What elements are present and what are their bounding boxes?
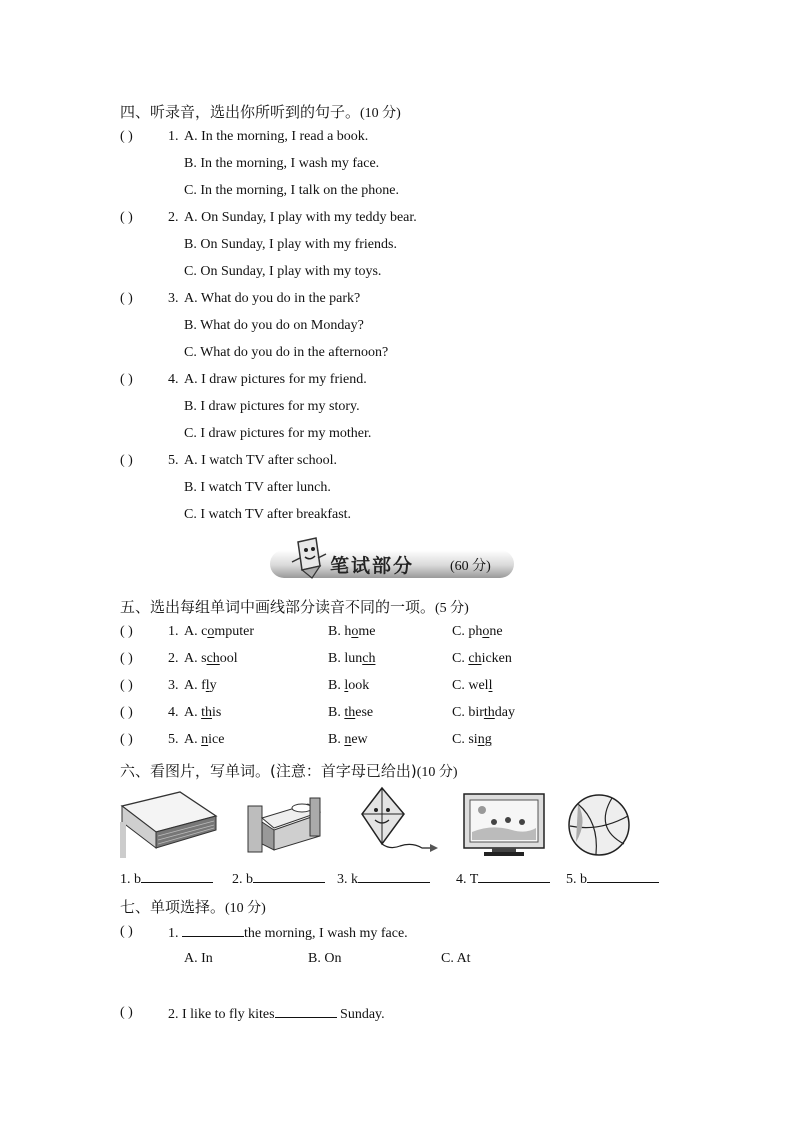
q5-1-option-c-pre: C. ph — [452, 624, 483, 639]
picture-word-5 — [566, 870, 659, 888]
q5-4-option-a-u: th — [201, 705, 213, 720]
q5-5-option-b — [328, 732, 368, 748]
q5-3-option-a-pre: A. f — [184, 678, 206, 693]
q5-3-option-c-u: l — [488, 678, 493, 693]
q4-3-bracket[interactable]: ( ) — [120, 291, 133, 306]
q5-5-option-a — [184, 732, 224, 748]
q7-1-num: 1. — [168, 926, 179, 941]
q7-2-bracket[interactable]: ( ) — [120, 1005, 133, 1020]
q5-4-option-c-pre: C. bir — [452, 705, 484, 720]
q5-1-option-a-pre: A. c — [184, 624, 208, 639]
q5-2-option-b-u: ch — [362, 651, 376, 666]
q4-2-option-c: C. On Sunday, I play with my toys. — [184, 264, 382, 279]
tv-icon — [462, 792, 546, 858]
q5-2-option-a-post: ool — [219, 651, 238, 666]
q5-4-option-a-pre: A. — [184, 705, 202, 720]
q5-4-option-c-post: day — [494, 705, 515, 720]
section4-heading-text: 四、听录音，选出你所听到的句子。 — [120, 103, 361, 121]
q5-2-option-b — [328, 651, 375, 667]
q4-4-option-c: C. I draw pictures for my mother. — [184, 426, 372, 441]
q7-1-option-b: B. On — [308, 951, 342, 966]
q5-1-option-a — [184, 624, 254, 640]
q5-4-option-a-post: is — [212, 705, 222, 720]
picture-word-5-label: 5. b — [566, 872, 587, 887]
q5-4-option-a — [184, 705, 221, 721]
bed-icon — [244, 792, 324, 854]
picture-word-1-label: 1. b — [120, 872, 141, 887]
picture-word-4-blank[interactable] — [478, 870, 550, 883]
q5-4-option-b-post: ese — [355, 705, 374, 720]
pencil-mascot-icon — [286, 536, 330, 580]
q5-5-option-b-u: n — [344, 732, 352, 747]
q4-1-bracket[interactable]: ( ) — [120, 129, 133, 144]
written-part-banner — [270, 536, 514, 580]
q5-2-option-a-u: ch — [206, 651, 220, 666]
q5-5-option-c-u: ng — [477, 732, 492, 747]
section7-heading — [120, 896, 266, 917]
q4-2-num: 2. — [168, 210, 179, 225]
q5-2-bracket[interactable]: ( ) — [120, 651, 133, 666]
q4-3-num: 3. — [168, 291, 179, 306]
q5-1-option-a-post: mputer — [214, 624, 254, 639]
picture-word-2-label: 2. b — [232, 872, 253, 887]
q5-5-option-a-u: n — [201, 732, 209, 747]
q5-1-option-b-post: me — [358, 624, 376, 639]
banner-score: (60 分) — [450, 559, 491, 574]
q5-1-option-c-post: ne — [489, 624, 503, 639]
q5-1-option-b-u: o — [351, 624, 359, 639]
q5-5-option-c-pre: C. si — [452, 732, 478, 747]
kite-icon — [356, 786, 440, 858]
book-icon — [120, 786, 218, 858]
q4-5-option-c: C. I watch TV after breakfast. — [184, 507, 352, 522]
q7-2-num: 2. — [168, 1007, 179, 1022]
q5-1-option-c-u: o — [482, 624, 490, 639]
section4-heading — [120, 101, 401, 122]
q7-1-bracket[interactable]: ( ) — [120, 924, 133, 939]
q5-4-bracket[interactable]: ( ) — [120, 705, 133, 720]
q5-3-option-b-post: ook — [348, 678, 370, 693]
q5-5-option-b-post: ew — [351, 732, 368, 747]
q4-2-option-b: B. On Sunday, I play with my friends. — [184, 237, 397, 252]
q7-2-line — [168, 1005, 385, 1023]
q7-2-pre: I like to fly kites — [182, 1007, 275, 1022]
q5-4-num: 4. — [168, 705, 179, 720]
picture-word-2-blank[interactable] — [253, 870, 325, 883]
q5-3-option-a — [184, 678, 217, 694]
banner-title: 笔试部分 — [330, 555, 415, 577]
picture-word-4 — [456, 870, 550, 888]
q5-5-option-a-post: ice — [208, 732, 225, 747]
q5-5-option-a-pre: A. — [184, 732, 202, 747]
section5-score: (5 分) — [435, 601, 469, 616]
section7-heading-text: 七、单项选择。 — [120, 898, 226, 916]
section6-heading — [120, 760, 458, 781]
q4-5-num: 5. — [168, 453, 179, 468]
ball-icon — [566, 792, 632, 858]
q5-2-option-a-pre: A. s — [184, 651, 207, 666]
q7-2-post: Sunday. — [336, 1007, 385, 1022]
q5-4-option-c-u: th — [483, 705, 495, 720]
q5-4-option-b-u: th — [344, 705, 356, 720]
q5-3-option-b-pre: B. — [328, 678, 345, 693]
picture-word-1 — [120, 870, 213, 888]
q5-5-num: 5. — [168, 732, 179, 747]
q4-1-option-b: B. In the morning, I wash my face. — [184, 156, 380, 171]
picture-word-5-blank[interactable] — [587, 870, 659, 883]
q4-1-option-a: A. In the morning, I read a book. — [184, 129, 369, 144]
q5-5-bracket[interactable]: ( ) — [120, 732, 133, 747]
q5-2-option-c — [452, 651, 512, 667]
q4-5-option-b: B. I watch TV after lunch. — [184, 480, 331, 495]
q4-4-option-a: A. I draw pictures for my friend. — [184, 372, 367, 387]
q5-1-num: 1. — [168, 624, 179, 639]
q5-2-option-c-post: icken — [481, 651, 512, 666]
picture-word-3-blank[interactable] — [358, 870, 430, 883]
section4-score: (10 分) — [360, 106, 401, 121]
q5-2-num: 2. — [168, 651, 179, 666]
q5-4-option-b — [328, 705, 373, 721]
q4-4-option-b: B. I draw pictures for my story. — [184, 399, 360, 414]
q4-2-option-a: A. On Sunday, I play with my teddy bear. — [184, 210, 417, 225]
q4-2-bracket[interactable]: ( ) — [120, 210, 133, 225]
q5-2-option-b-pre: B. lun — [328, 651, 363, 666]
picture-word-3-label: 3. k — [337, 872, 358, 887]
q5-4-option-c — [452, 705, 515, 721]
q4-4-bracket[interactable]: ( ) — [120, 372, 133, 387]
picture-word-4-label: 4. T — [456, 872, 479, 887]
q7-1-blank[interactable] — [182, 924, 244, 937]
q4-5-bracket[interactable]: ( ) — [120, 453, 133, 468]
q7-1-option-c: C. At — [441, 951, 471, 966]
q7-2-blank[interactable] — [275, 1005, 337, 1018]
section6-heading-text: 六、看图片，写单词。(注意：首字母已给出) — [120, 762, 417, 780]
q5-5-option-b-pre: B. — [328, 732, 345, 747]
q5-3-bracket[interactable]: ( ) — [120, 678, 133, 693]
q4-3-option-b: B. What do you do on Monday? — [184, 318, 364, 333]
q5-1-bracket[interactable]: ( ) — [120, 624, 133, 639]
q7-1-option-a: A. In — [184, 951, 213, 966]
picture-word-2 — [232, 870, 325, 888]
q5-3-option-b-u: l — [344, 678, 349, 693]
q4-3-option-a: A. What do you do in the park? — [184, 291, 361, 306]
q4-1-num: 1. — [168, 129, 179, 144]
q7-1-line — [168, 924, 408, 942]
q5-3-option-c-pre: C. wel — [452, 678, 489, 693]
q5-2-option-a — [184, 651, 238, 667]
picture-word-1-blank[interactable] — [141, 870, 213, 883]
q5-3-option-b — [328, 678, 369, 694]
q4-1-option-c: C. In the morning, I talk on the phone. — [184, 183, 400, 198]
q5-1-option-b — [328, 624, 375, 640]
q5-3-option-a-post: y — [209, 678, 217, 693]
q5-1-option-b-pre: B. h — [328, 624, 352, 639]
picture-word-3 — [337, 870, 430, 888]
section7-score: (10 分) — [225, 901, 266, 916]
q5-4-option-b-pre: B. — [328, 705, 345, 720]
q5-3-num: 3. — [168, 678, 179, 693]
q5-3-option-a-u: l — [205, 678, 210, 693]
q5-2-option-c-u: ch — [468, 651, 482, 666]
q4-4-num: 4. — [168, 372, 179, 387]
q4-3-option-c: C. What do you do in the afternoon? — [184, 345, 389, 360]
section5-heading — [120, 596, 469, 617]
q5-1-option-c — [452, 624, 503, 640]
q7-1-text: the morning, I wash my face. — [244, 926, 408, 941]
q5-2-option-c-pre: C. — [452, 651, 469, 666]
section5-heading-text: 五、选出每组单词中画线部分读音不同的一项。 — [120, 598, 436, 616]
q5-5-option-c — [452, 732, 492, 748]
section6-score: (10 分) — [416, 765, 458, 780]
q5-1-option-a-u: o — [207, 624, 215, 639]
q5-3-option-c — [452, 678, 492, 694]
q4-5-option-a: A. I watch TV after school. — [184, 453, 338, 468]
